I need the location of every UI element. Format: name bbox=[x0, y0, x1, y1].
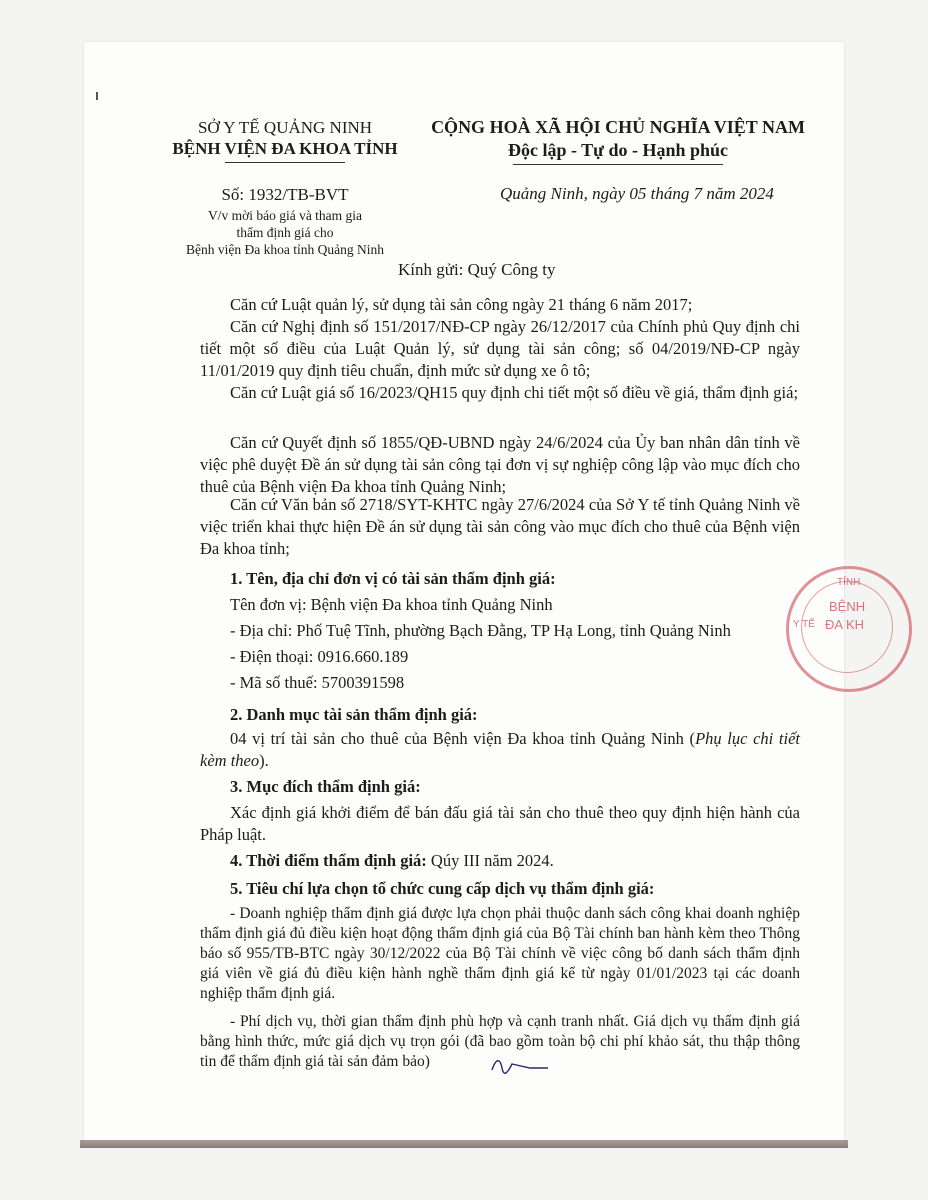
national-title: CỘNG HOÀ XÃ HỘI CHỦ NGHĨA VIỆT NAM bbox=[431, 117, 805, 137]
criteria-1: - Doanh nghiệp thẩm định giá được lựa chọn phải thuộc danh sách công khai doanh nghiệp thẩm định giá đủ điều kiện hoạt động thẩm định giá của Bộ Tài chính ban hành kèm theo Thông báo số 955/TB-BTC ngày 30/12/2022 của Bộ Tài chính về việc công bố danh sách thẩm định giá viên về giá đủ điều kiện hành nghề thẩm định giá kể từ ngày 01/01/2023 tại các doanh nghiệp thẩm định giá. bbox=[200, 905, 800, 1002]
section-2-text bbox=[200, 728, 800, 772]
national-header bbox=[418, 116, 818, 165]
section-3-text: Xác định giá khởi điểm để bán đấu giá tài sản cho thuê theo quy định hiện hành của Pháp luật. bbox=[200, 803, 800, 844]
section-1-heading: 1. Tên, địa chỉ đơn vị có tài sản thẩm định giá: bbox=[230, 569, 556, 588]
scan-mark bbox=[96, 92, 98, 100]
legal-basis-3: Căn cứ Luật giá số 16/2023/QH15 quy định chi tiết một số điều về giá, thẩm định giá; bbox=[230, 383, 799, 402]
section-2-italic: Phụ lục chi tiết kèm theo bbox=[200, 729, 800, 770]
scan-border bbox=[80, 1140, 848, 1148]
criteria-2: - Phí dịch vụ, thời gian thẩm định phù hợp và cạnh tranh nhất. Giá dịch vụ thẩm định giá bằng hình thức, mức giá dịch vụ trọn gói (đã bao gồm toàn bộ chi phí khảo sát, thu thập thông tin để thẩm định giá tài sản đảm bảo) bbox=[200, 1013, 800, 1070]
subject-line: Bệnh viện Đa khoa tỉnh Quảng Ninh bbox=[186, 242, 384, 257]
legal-basis-5: Căn cứ Văn bản số 2718/SYT-KHTC ngày 27/6/2024 của Sở Y tế tỉnh Quảng Ninh về việc triển khai thực hiện Đề án sử dụng tài sản công vào mục đích cho thuê của Bệnh viện Đa khoa tỉnh; bbox=[200, 495, 800, 558]
motto-underline bbox=[513, 164, 723, 165]
legal-basis-4: Căn cứ Quyết định số 1855/QĐ-UBND ngày 24/6/2024 của Ủy ban nhân dân tỉnh về việc phê duyệt Đề án sử dụng tài sản công tại đơn vị sự nghiệp công lập vào mục đích cho thuê của Bệnh viện Đa khoa tỉnh Quảng Ninh; bbox=[200, 433, 800, 496]
seal-text: BỆNH bbox=[829, 599, 866, 614]
subject-line: thẩm định giá cho bbox=[236, 225, 334, 240]
section-4-value: Qúy III năm 2024. bbox=[426, 851, 554, 870]
header-underline bbox=[225, 162, 345, 163]
unit-tax-code: - Mã số thuế: 5700391598 bbox=[230, 673, 405, 692]
issuer-name: BỆNH VIỆN ĐA KHOA TỈNH bbox=[172, 139, 398, 158]
section-4 bbox=[200, 850, 800, 872]
greeting: Kính gửi: Quý Công ty bbox=[398, 260, 556, 279]
seal-text: Y TẾ bbox=[793, 619, 815, 630]
seal-text: ĐA KH bbox=[825, 617, 865, 632]
section-4-heading: 4. Thời điểm thẩm định giá: bbox=[230, 851, 427, 870]
official-seal bbox=[786, 566, 912, 692]
section-3-heading: 3. Mục đích thẩm định giá: bbox=[230, 777, 421, 796]
legal-basis-2: Căn cứ Nghị định số 151/2017/NĐ-CP ngày 26/12/2017 của Chính phủ Quy định chi tiết một số điều của Luật Quản lý, sử dụng tài sản công; số 04/2019/NĐ-CP ngày 11/01/2019 quy định tiêu chuẩn, định mức sử dụng xe ô tô; bbox=[200, 317, 800, 380]
section-2-heading: 2. Danh mục tài sản thẩm định giá: bbox=[230, 705, 478, 724]
unit-address: - Địa chỉ: Phố Tuệ Tĩnh, phường Bạch Đằng, TP Hạ Long, tỉnh Quảng Ninh bbox=[230, 621, 731, 640]
legal-basis-1: Căn cứ Luật quản lý, sử dụng tài sản công ngày 21 tháng 6 năm 2017; bbox=[230, 295, 693, 314]
document-number: Số: 1932/TB-BVT bbox=[221, 185, 349, 204]
subject-line: V/v mời báo giá và tham gia bbox=[207, 208, 363, 223]
unit-name: Tên đơn vị: Bệnh viện Đa khoa tỉnh Quảng Ninh bbox=[230, 595, 553, 614]
section-2-body: 04 vị trí tài sản cho thuê của Bệnh viện Đa khoa tỉnh Quảng Ninh ( bbox=[230, 729, 696, 748]
initial-signature bbox=[490, 1052, 550, 1076]
issuer-parent: SỞ Y TẾ QUẢNG NINH bbox=[197, 118, 373, 137]
section-5-heading: 5. Tiêu chí lựa chọn tổ chức cung cấp dịch vụ thẩm định giá: bbox=[230, 879, 655, 898]
unit-phone: - Điện thoại: 0916.660.189 bbox=[230, 647, 409, 666]
section-2-tail: ). bbox=[259, 751, 269, 770]
national-motto: Độc lập - Tự do - Hạnh phúc bbox=[507, 140, 729, 160]
seal-text: TỈNH bbox=[837, 577, 861, 588]
issuer-header bbox=[150, 118, 420, 258]
issue-date: Quảng Ninh, ngày 05 tháng 7 năm 2024 bbox=[500, 184, 774, 203]
